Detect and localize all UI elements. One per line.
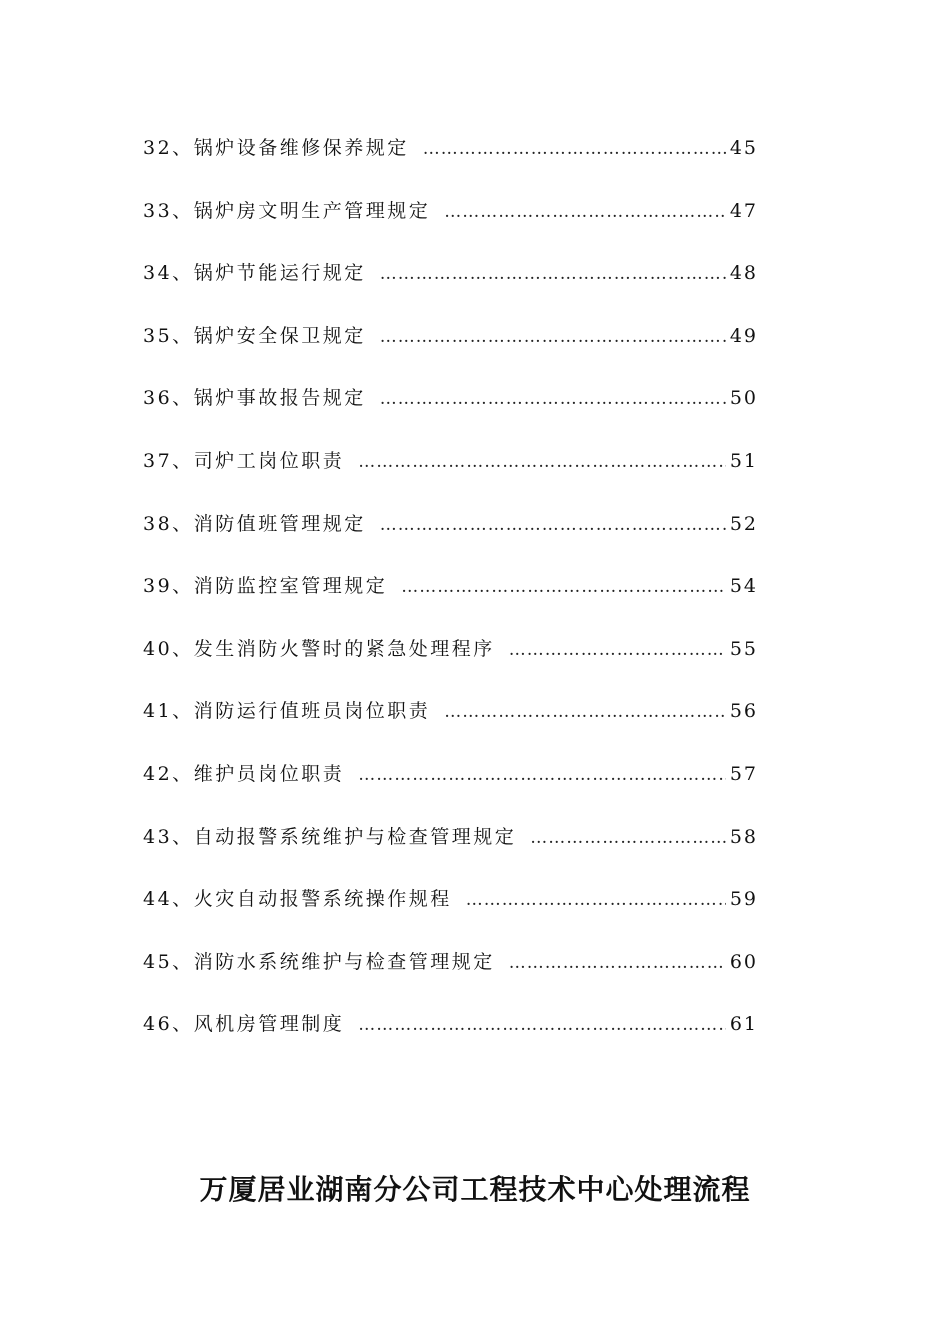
toc-entry-number: 33、 [143, 199, 194, 222]
toc-entry-35[interactable] [143, 321, 758, 384]
toc-entry-page: 57 [729, 762, 758, 785]
toc-entry-38[interactable] [143, 509, 758, 572]
dot-leader [509, 640, 726, 660]
toc-entry-title: 锅炉安全保卫规定 [193, 324, 366, 347]
toc-entry-page: 54 [729, 575, 758, 598]
toc-entry-44[interactable] [143, 884, 758, 947]
toc-entry-33[interactable] [143, 196, 758, 259]
toc-entry-page: 51 [729, 449, 758, 472]
toc-entry-title: 司炉工岗位职责 [193, 449, 345, 472]
table-of-contents [143, 133, 758, 1072]
toc-entry-page: 45 [729, 137, 758, 159]
toc-entry-43[interactable] [143, 822, 758, 885]
toc-entry-page: 55 [729, 637, 758, 660]
toc-entry-number: 40、 [143, 637, 194, 660]
dot-leader [423, 139, 726, 159]
toc-entry-32[interactable] [143, 133, 758, 196]
toc-entry-39[interactable] [143, 571, 758, 634]
dot-leader [530, 828, 726, 848]
dot-leader [358, 1015, 726, 1035]
dot-leader [380, 389, 726, 409]
toc-entry-36[interactable] [143, 383, 758, 446]
toc-entry-46[interactable] [143, 1009, 758, 1072]
toc-entry-34[interactable] [143, 258, 758, 321]
dot-leader [509, 953, 726, 973]
toc-entry-number: 42、 [143, 762, 194, 785]
toc-entry-page: 47 [729, 199, 758, 222]
toc-entry-title: 风机房管理制度 [193, 1013, 345, 1036]
toc-entry-number: 32、 [143, 137, 194, 159]
toc-entry-title: 锅炉房文明生产管理规定 [193, 199, 431, 222]
toc-entry-page: 58 [729, 825, 758, 848]
toc-entry-page: 48 [729, 262, 758, 285]
toc-entry-title: 消防运行值班员岗位职责 [193, 700, 431, 723]
toc-entry-number: 44、 [143, 888, 194, 911]
toc-entry-title: 发生消防火警时的紧急处理程序 [193, 637, 495, 660]
toc-entry-37[interactable] [143, 446, 758, 509]
toc-entry-page: 61 [729, 1013, 758, 1036]
dot-leader [401, 577, 726, 597]
toc-entry-number: 37、 [143, 449, 194, 472]
dot-leader [380, 264, 726, 284]
toc-entry-41[interactable] [143, 696, 758, 759]
dot-leader [358, 765, 726, 785]
toc-entry-title: 自动报警系统维护与检查管理规定 [193, 825, 517, 848]
toc-entry-title: 锅炉事故报告规定 [193, 387, 366, 410]
toc-entry-page: 56 [729, 700, 758, 723]
dot-leader [358, 452, 726, 472]
toc-entry-title: 锅炉节能运行规定 [193, 262, 366, 285]
dot-leader [444, 702, 726, 722]
toc-entry-number: 39、 [143, 575, 194, 598]
toc-entry-title: 消防监控室管理规定 [193, 575, 388, 598]
toc-entry-number: 41、 [143, 700, 194, 723]
toc-entry-number: 45、 [143, 950, 194, 973]
toc-entry-number: 35、 [143, 324, 194, 347]
toc-entry-page: 49 [729, 324, 758, 347]
dot-leader [380, 327, 726, 347]
toc-entry-40[interactable] [143, 634, 758, 697]
section-heading: 万厦居业湖南分公司工程技术中心处理流程 [199, 1173, 751, 1206]
toc-entry-42[interactable] [143, 759, 758, 822]
toc-entry-number: 34、 [143, 262, 194, 285]
dot-leader [380, 515, 726, 535]
toc-entry-page: 59 [729, 888, 758, 911]
toc-entry-title: 消防值班管理规定 [193, 512, 366, 535]
toc-entry-number: 36、 [143, 387, 194, 410]
toc-entry-number: 38、 [143, 512, 194, 535]
toc-entry-45[interactable] [143, 947, 758, 1010]
toc-entry-page: 52 [729, 512, 758, 535]
toc-entry-title: 维护员岗位职责 [193, 762, 345, 785]
toc-entry-number: 46、 [143, 1013, 194, 1036]
toc-entry-title: 锅炉设备维修保养规定 [193, 137, 409, 159]
toc-entry-page: 50 [729, 387, 758, 410]
toc-entry-number: 43、 [143, 825, 194, 848]
dot-leader [444, 202, 726, 222]
toc-entry-page: 60 [729, 950, 758, 973]
dot-leader [466, 890, 726, 910]
toc-entry-title: 火灾自动报警系统操作规程 [193, 888, 452, 911]
toc-entry-title: 消防水系统维护与检查管理规定 [193, 950, 495, 973]
